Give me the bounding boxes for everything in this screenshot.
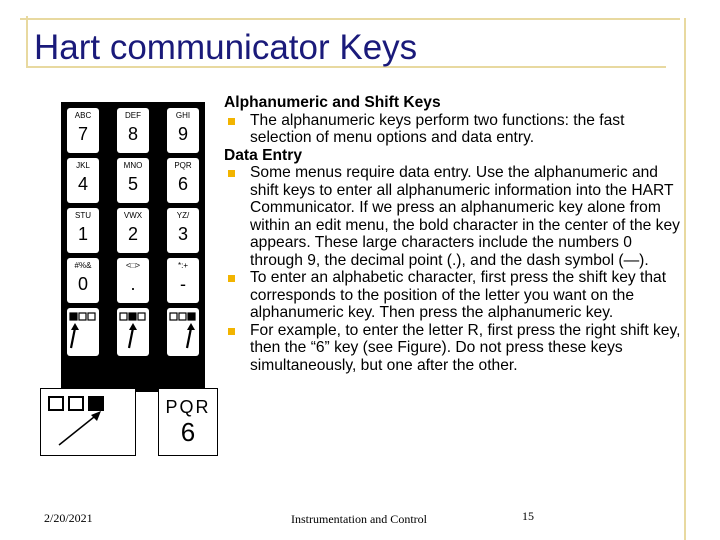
- keypad-key[interactable]: [117, 208, 149, 253]
- key-number: 0: [77, 274, 88, 294]
- shift-arrow-icon: [67, 308, 99, 356]
- key-letters: ABC: [74, 111, 92, 120]
- keypad-key[interactable]: [167, 258, 199, 303]
- middle-shift-key[interactable]: [117, 308, 149, 356]
- key-letters: STU: [75, 211, 91, 220]
- key-letters: VWX: [123, 211, 143, 220]
- right-shift-key[interactable]: [167, 308, 199, 356]
- left-shift-key[interactable]: [67, 308, 99, 356]
- key-number: 4: [77, 174, 88, 194]
- slide-content: [224, 94, 684, 374]
- key-number: -: [180, 274, 186, 294]
- key-number: 6: [177, 174, 188, 194]
- bullet-text: To enter an alphabetic character, first press the shift key that corresponds to the position of the letter you want on the alphanumeric key. Then press the alphanumeric key.: [250, 269, 667, 321]
- bullet-text: Some menus require data entry. Use the alphanumeric and shift keys to enter all alphanumeric information into the HART Communicator. If we press an alphanumeric key alone from within an edit menu, the bold character in the center of the key appears. These large characters include the numbers 0 through 9, the decimal point (.), and the dash symbol (—).: [250, 164, 680, 269]
- keypad-key[interactable]: [67, 258, 99, 303]
- keypad-figure: [30, 102, 220, 458]
- key-number: 8: [127, 124, 138, 144]
- keypad-key[interactable]: [67, 158, 99, 203]
- key-number: 9: [177, 124, 188, 144]
- keypad-key[interactable]: [167, 108, 199, 153]
- square-bullet-icon: [228, 170, 235, 177]
- key-number: 3: [177, 224, 188, 244]
- frame-top-line: [20, 18, 680, 20]
- key-letters: *:+: [177, 261, 188, 270]
- pqr-key-letters: PQR: [165, 397, 211, 417]
- shift-arrow-icon: [167, 308, 199, 356]
- bullet-item: [224, 322, 684, 375]
- key-letters: GHI: [175, 111, 191, 120]
- shift-arrow-icon: [117, 308, 149, 356]
- key-letters: JKL: [76, 161, 90, 170]
- key-number: 2: [127, 224, 138, 244]
- bullet-item: [224, 112, 684, 147]
- keypad-key[interactable]: [167, 208, 199, 253]
- bullet-text: For example, to enter the letter R, first press the right shift key, then the “6” key (see Figure). Do not press these keys simultaneously, but one after the other.: [250, 321, 681, 374]
- keypad-key[interactable]: [167, 158, 199, 203]
- frame-right-line: [684, 18, 686, 540]
- key-number: .: [130, 274, 136, 294]
- pqr-key-detail: [158, 388, 218, 456]
- shift-keys-detail: [40, 388, 136, 456]
- square-bullet-icon: [228, 275, 235, 282]
- square-bullet-icon: [228, 328, 235, 335]
- section-heading-data-entry: Data Entry: [224, 146, 302, 164]
- frame-left-line: [26, 16, 28, 66]
- key-letters: YZ/: [176, 211, 190, 220]
- slide-title: Hart communicator Keys: [34, 28, 418, 67]
- key-number: 5: [127, 174, 138, 194]
- footer-page-number: 15: [522, 509, 534, 523]
- key-letters: #%&: [74, 261, 92, 270]
- bullet-item: [224, 164, 684, 269]
- footer-date: 2/20/2021: [44, 511, 93, 525]
- bullet-item: [224, 269, 684, 322]
- keypad-key[interactable]: [117, 158, 149, 203]
- keypad-key[interactable]: [117, 258, 149, 303]
- square-bullet-icon: [228, 118, 235, 125]
- shift-keys-detail-graphic: [41, 389, 135, 455]
- keypad-key[interactable]: [67, 108, 99, 153]
- keypad: [61, 102, 205, 392]
- keypad-key[interactable]: [67, 208, 99, 253]
- key-letters: DEF: [125, 111, 141, 120]
- section-heading-alphanumeric: Alphanumeric and Shift Keys: [224, 94, 441, 111]
- key-letters: PQR: [174, 161, 192, 170]
- key-number: 1: [77, 224, 88, 244]
- keypad-key[interactable]: [117, 108, 149, 153]
- key-letters: MNO: [123, 161, 143, 170]
- key-letters: <□>: [125, 261, 141, 270]
- bullet-text: The alphanumeric keys perform two functions: the fast selection of menu options and data entry.: [250, 111, 625, 146]
- footer-center: Instrumentation and Control: [291, 512, 427, 526]
- pqr-key-number: 6: [180, 417, 196, 447]
- key-number: 7: [77, 124, 88, 144]
